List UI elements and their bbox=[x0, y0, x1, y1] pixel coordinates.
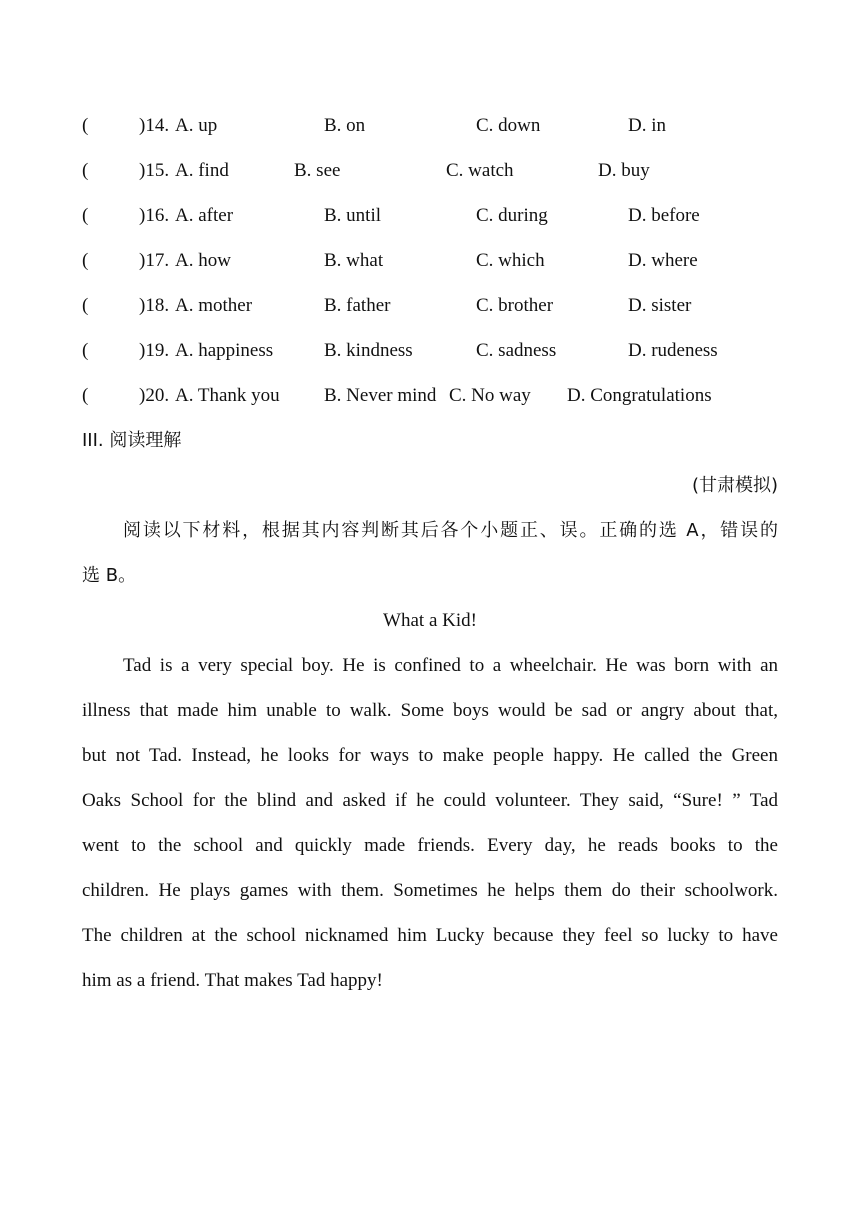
option-c: C. during bbox=[476, 205, 548, 226]
option-a: A. up bbox=[175, 115, 218, 136]
option-c: C. down bbox=[476, 115, 541, 136]
passage-line: Tad is a very special boy. He is confined to a wheelchair. He was born with an bbox=[123, 655, 778, 676]
question-number: )19. bbox=[139, 340, 170, 361]
option-a: A. find bbox=[175, 160, 229, 181]
instructions-line: 阅读以下材料，根据其内容判断其后各个小题正、误。正确的选 A，错误的 bbox=[123, 520, 778, 541]
answer-blank: ( bbox=[82, 115, 89, 136]
question-number: )15. bbox=[139, 160, 170, 181]
option-c: C. No way bbox=[449, 385, 531, 406]
option-d: D. where bbox=[628, 250, 698, 271]
passage-line: him as a friend. That makes Tad happy! bbox=[82, 970, 383, 991]
passage-line: but not Tad. Instead, he looks for ways to make people happy. He called the Green bbox=[82, 745, 778, 766]
question-number: )18. bbox=[139, 295, 170, 316]
passage-title: What a Kid! bbox=[383, 610, 477, 631]
option-c: C. watch bbox=[446, 160, 514, 181]
answer-blank: ( bbox=[82, 250, 89, 271]
option-a: A. mother bbox=[175, 295, 253, 316]
passage-line: went to the school and quickly made friends. Every day, he reads books to the bbox=[82, 835, 778, 856]
passage-line: Oaks School for the blind and asked if he could volunteer. They said, “Sure! ” Tad bbox=[82, 790, 778, 811]
question-number: )16. bbox=[139, 205, 170, 226]
answer-blank: ( bbox=[82, 160, 89, 181]
question-row bbox=[82, 114, 782, 138]
option-b: B. what bbox=[324, 250, 384, 271]
question-row bbox=[82, 339, 782, 363]
option-a: A. after bbox=[175, 205, 234, 226]
answer-blank: ( bbox=[82, 295, 89, 316]
option-b: B. on bbox=[324, 115, 366, 136]
option-d: D. Congratulations bbox=[567, 385, 712, 406]
passage-line: The children at the school nicknamed him Lucky because they feel so lucky to have bbox=[82, 925, 778, 946]
option-b: B. see bbox=[294, 160, 341, 181]
option-d: D. rudeness bbox=[628, 340, 718, 361]
option-a: A. Thank you bbox=[175, 385, 280, 406]
option-c: C. brother bbox=[476, 295, 554, 316]
question-row bbox=[82, 159, 782, 183]
option-a: A. how bbox=[175, 250, 231, 271]
question-row bbox=[82, 294, 782, 318]
answer-blank: ( bbox=[82, 385, 89, 406]
question-number: )14. bbox=[139, 115, 170, 136]
option-c: C. which bbox=[476, 250, 545, 271]
option-b: B. Never mind bbox=[324, 385, 437, 406]
option-d: D. in bbox=[628, 115, 666, 136]
option-d: D. before bbox=[628, 205, 700, 226]
option-c: C. sadness bbox=[476, 340, 557, 361]
option-b: B. father bbox=[324, 295, 391, 316]
answer-blank: ( bbox=[82, 340, 89, 361]
question-number: )17. bbox=[139, 250, 170, 271]
question-row bbox=[82, 204, 782, 228]
option-a: A. happiness bbox=[175, 340, 274, 361]
section-heading: III. 阅读理解 bbox=[82, 430, 182, 451]
question-row bbox=[82, 249, 782, 273]
question-row bbox=[82, 384, 782, 408]
answer-blank: ( bbox=[82, 205, 89, 226]
option-b: B. until bbox=[324, 205, 382, 226]
option-d: D. sister bbox=[628, 295, 692, 316]
option-d: D. buy bbox=[598, 160, 650, 181]
passage-line: illness that made him unable to walk. Some boys would be sad or angry about that, bbox=[82, 700, 778, 721]
option-b: B. kindness bbox=[324, 340, 413, 361]
instructions-line: 选 B。 bbox=[82, 565, 137, 586]
source-note: (甘肃模拟) bbox=[691, 475, 778, 496]
question-number: )20. bbox=[139, 385, 170, 406]
passage-line: children. He plays games with them. Sometimes he helps them do their schoolwork. bbox=[82, 880, 778, 901]
